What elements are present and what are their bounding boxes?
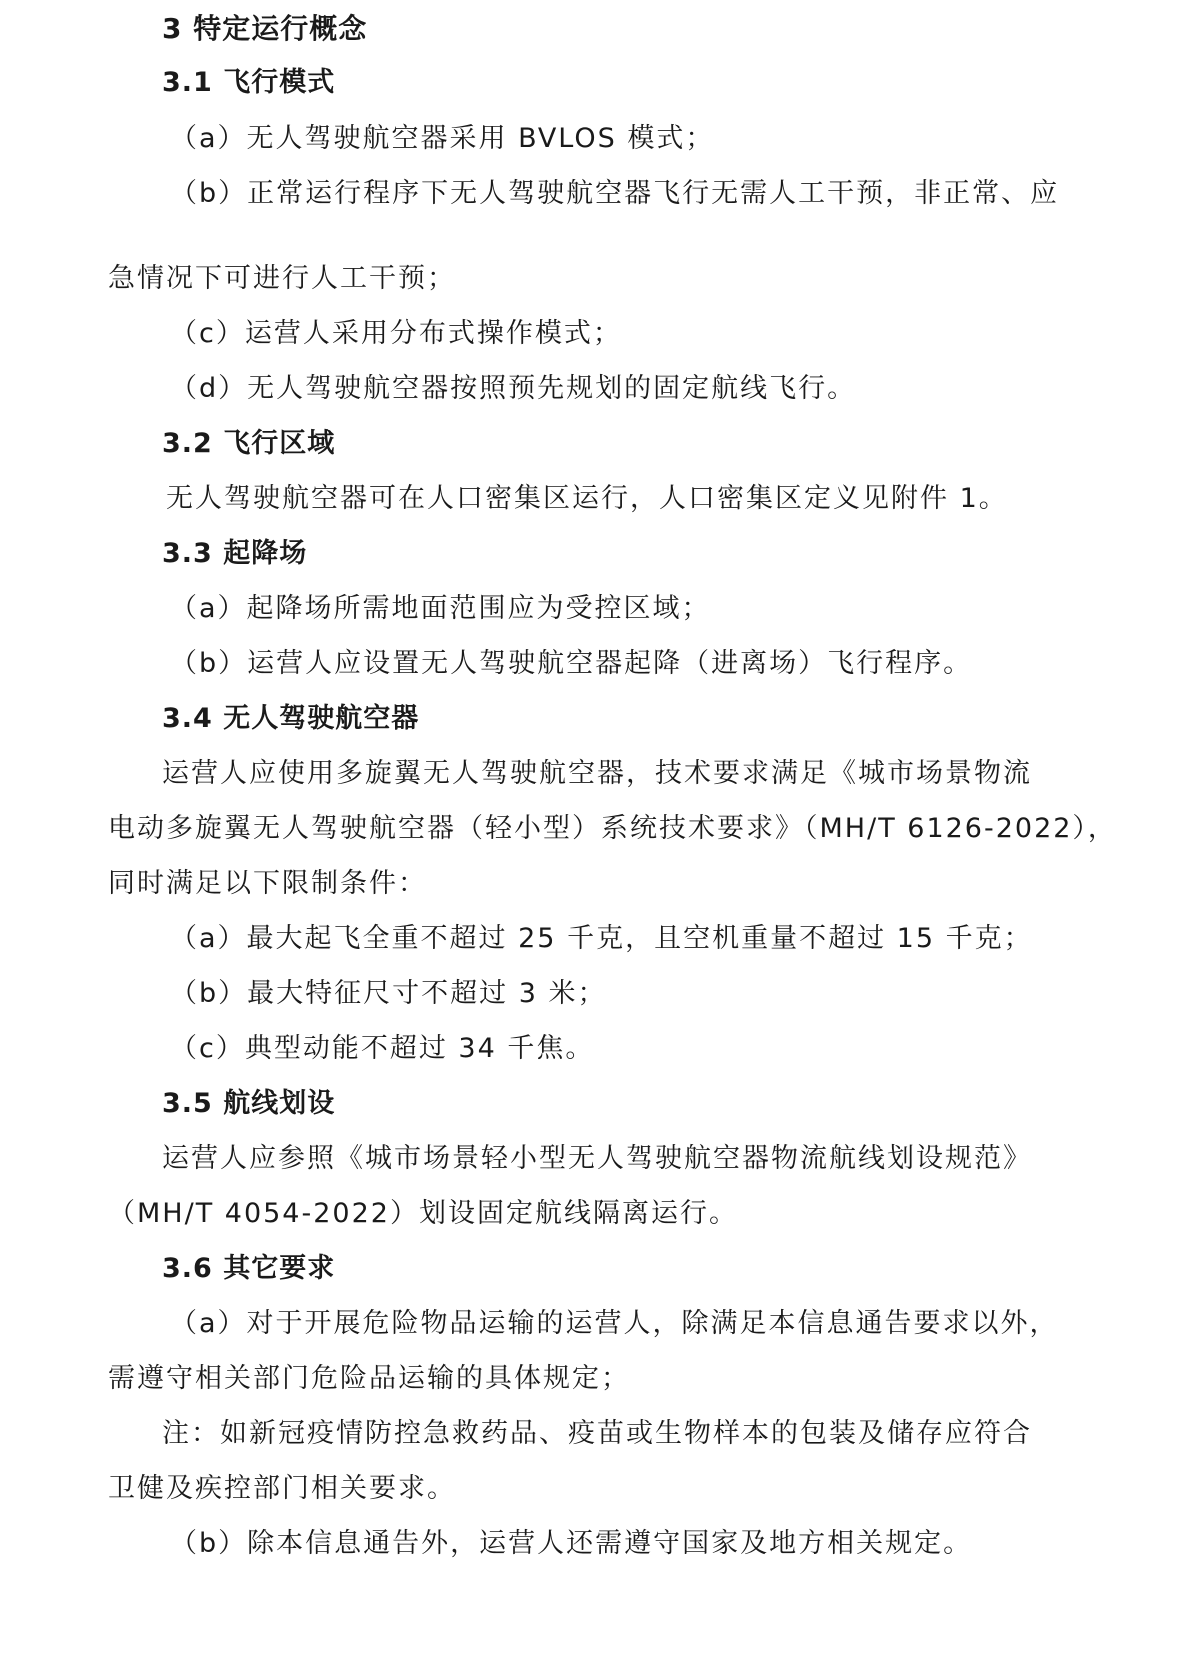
paragraph-line: 电动多旋翼无人驾驶航空器（轻小型）系统技术要求》（MH/T 6126-2022）， xyxy=(108,813,1117,844)
paragraph-line: （c）典型动能不超过 34 千焦。 xyxy=(170,1033,595,1064)
paragraph-line: 运营人应参照《城市场景轻小型无人驾驶航空器物流航线划设规范》 xyxy=(162,1143,1032,1174)
paragraph-line: （a）起降场所需地面范围应为受控区域； xyxy=(170,593,711,624)
subsection-title-3-5: 3.5 航线划设 xyxy=(162,1088,336,1119)
paragraph-line: （a）最大起飞全重不超过 25 千克，且空机重量不超过 15 千克； xyxy=(170,923,1033,954)
paragraph-line: （b）最大特征尺寸不超过 3 米； xyxy=(170,978,607,1009)
note-line: 卫健及疾控部门相关要求。 xyxy=(108,1473,456,1504)
paragraph-line: 运营人应使用多旋翼无人驾驶航空器，技术要求满足《城市场景物流 xyxy=(162,758,1032,789)
paragraph-line: （d）无人驾驶航空器按照预先规划的固定航线飞行。 xyxy=(170,373,857,404)
paragraph-line: 无人驾驶航空器可在人口密集区运行，人口密集区定义见附件 1。 xyxy=(166,483,1008,514)
paragraph-line: （b）正常运行程序下无人驾驶航空器飞行无需人工干预，非正常、应 xyxy=(170,178,1060,209)
note-line: 注：如新冠疫情防控急救药品、疫苗或生物样本的包装及储存应符合 xyxy=(162,1418,1032,1449)
paragraph-line: （c）运营人采用分布式操作模式； xyxy=(170,318,622,349)
paragraph-line: 同时满足以下限制条件： xyxy=(108,868,427,899)
paragraph-line: 需遵守相关部门危险品运输的具体规定； xyxy=(108,1363,630,1394)
section-title: 3 特定运行概念 xyxy=(162,12,368,45)
subsection-title-3-3: 3.3 起降场 xyxy=(162,538,308,569)
paragraph-line: 急情况下可进行人工干预； xyxy=(108,263,456,294)
subsection-title-3-2: 3.2 飞行区域 xyxy=(162,428,336,459)
paragraph-line: （a）对于开展危险物品运输的运营人，除满足本信息通告要求以外， xyxy=(170,1308,1059,1339)
subsection-title-3-6: 3.6 其它要求 xyxy=(162,1253,336,1284)
subsection-title-3-4: 3.4 无人驾驶航空器 xyxy=(162,703,420,734)
paragraph-line: （a）无人驾驶航空器采用 BVLOS 模式； xyxy=(170,123,715,154)
paragraph-line: （b）运营人应设置无人驾驶航空器起降（进离场）飞行程序。 xyxy=(170,648,973,679)
paragraph-line: （b）除本信息通告外，运营人还需遵守国家及地方相关规定。 xyxy=(170,1528,973,1559)
subsection-title-3-1: 3.1 飞行模式 xyxy=(162,67,336,98)
paragraph-line: （MH/T 4054-2022）划设固定航线隔离运行。 xyxy=(108,1198,738,1229)
